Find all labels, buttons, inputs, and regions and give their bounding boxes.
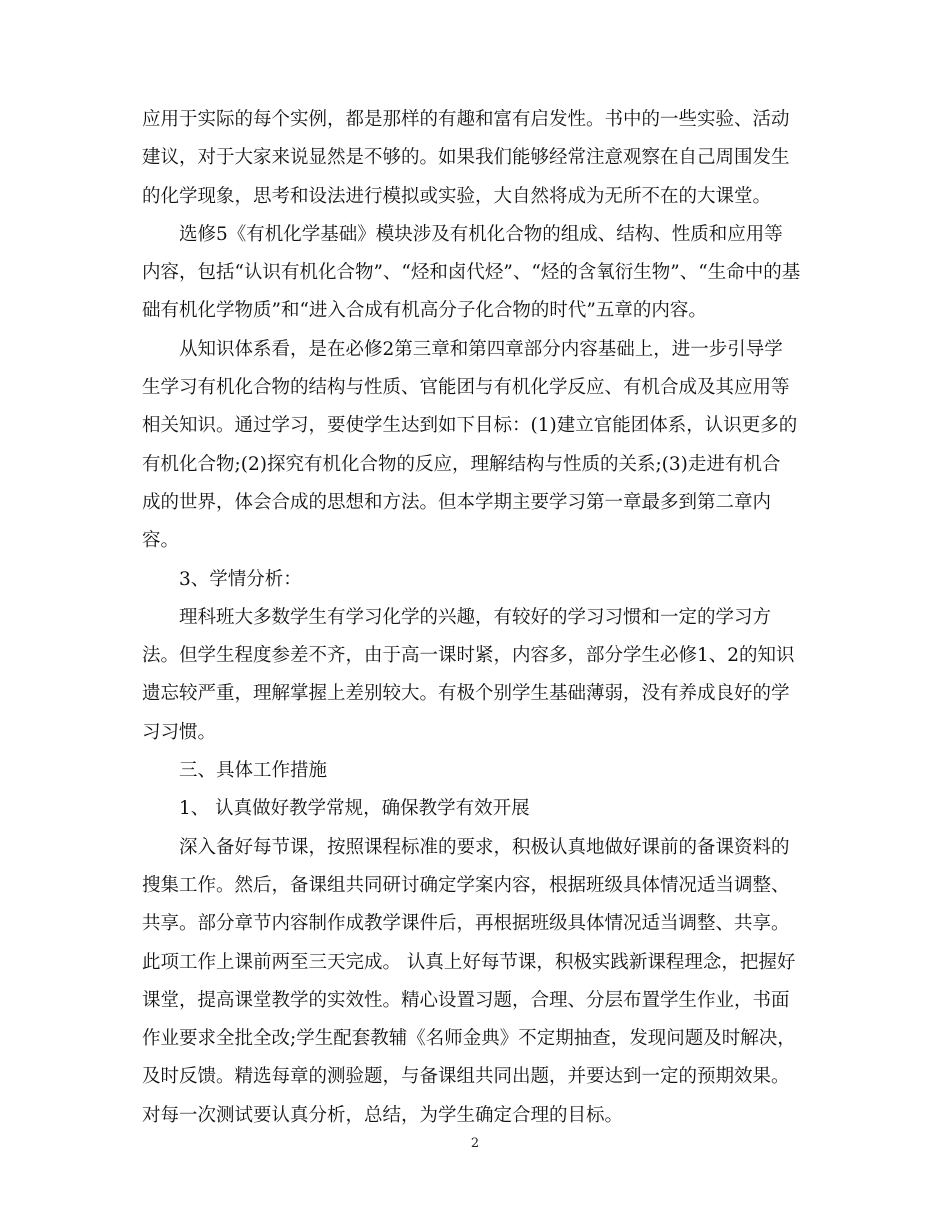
text-line: 此项工作上课前两至三天完成。 认真上好每节课，积极实践新课程理念，把握好 <box>142 951 796 973</box>
text-line: 础有机化学物质”和“进入合成有机高分子化合物的时代”五章的内容。 <box>142 300 707 322</box>
text-line: 理科班大多数学生有学习化学的兴趣，有较好的学习习惯和一定的学习方 <box>179 606 772 628</box>
text-line: 习习惯。 <box>142 721 217 743</box>
text-line: 法。但学生程度参差不齐，由于高一课时紧，内容多，部分学生必修1、2的知识 <box>142 645 795 667</box>
text-line: 生学习有机化合物的结构与性质、官能团与有机化学反应、有机合成及其应用等 <box>142 377 790 399</box>
text-line: 作业要求全批全改;学生配套教辅《名师金典》不定期抽查，发现问题及时解决， <box>142 1028 796 1050</box>
text-line: 建议，对于大家来说显然是不够的。如果我们能够经常注意观察在自己周围发生 <box>142 147 790 169</box>
text-line: 成的世界，体会合成的思想和方法。但本学期主要学习第一章最多到第二章内 <box>142 491 772 513</box>
text-line: 深入备好每节课，按照课程标准的要求，积极认真地做好课前的备课资料的 <box>179 836 790 858</box>
text-line: 及时反馈。精选每章的测验题，与备课组共同出题，并要达到一定的预期效果。 <box>142 1066 790 1088</box>
text-line: 搜集工作。然后，备课组共同研讨确定学案内容，根据班级具体情况适当调整、 <box>142 874 790 896</box>
text-line: 对每一次测试要认真分析，总结，为学生确定合理的目标。 <box>142 1104 624 1126</box>
text-line: 容。 <box>142 530 180 552</box>
text-line: 1、 认真做好教学常规，确保教学有效开展 <box>179 798 530 820</box>
text-line: 共享。部分章节内容制作成教学课件后，再根据班级具体情况适当调整、共享。 <box>142 913 790 935</box>
document-body <box>142 101 812 1135</box>
text-line: 有机化合物;(2)探究有机化合物的反应，理解结构与性质的关系;(3)走进有机合 <box>142 453 781 475</box>
text-line: 遗忘较严重，理解掌握上差别较大。有极个别学生基础薄弱，没有养成良好的学 <box>142 683 790 705</box>
text-line: 3、学情分析： <box>179 568 302 590</box>
text-line: 相关知识。通过学习，要使学生达到如下目标：(1)建立官能团体系，认识更多的 <box>142 415 798 437</box>
page-number: 2 <box>470 1136 480 1151</box>
text-line: 课堂，提高课堂教学的实效性。精心设置习题，合理、分层布置学生作业，书面 <box>142 989 790 1011</box>
text-line: 内容，包括“认识有机化合物”、“烃和卤代烃”、“烃的含氧衍生物”、“生命中的基 <box>142 262 801 284</box>
text-line: 从知识体系看，是在必修2第三章和第四章部分内容基础上，进一步引导学 <box>179 338 783 360</box>
text-line: 三、具体工作措施 <box>179 760 328 782</box>
text-line: 应用于实际的每个实例，都是那样的有趣和富有启发性。书中的一些实验、活动 <box>142 109 790 130</box>
text-line: 的化学现象，思考和设法进行模拟或实验，大自然将成为无所不在的大课堂。 <box>142 185 772 207</box>
text-line: 选修5《有机化学基础》模块涉及有机化合物的组成、结构、性质和应用等 <box>179 223 783 245</box>
